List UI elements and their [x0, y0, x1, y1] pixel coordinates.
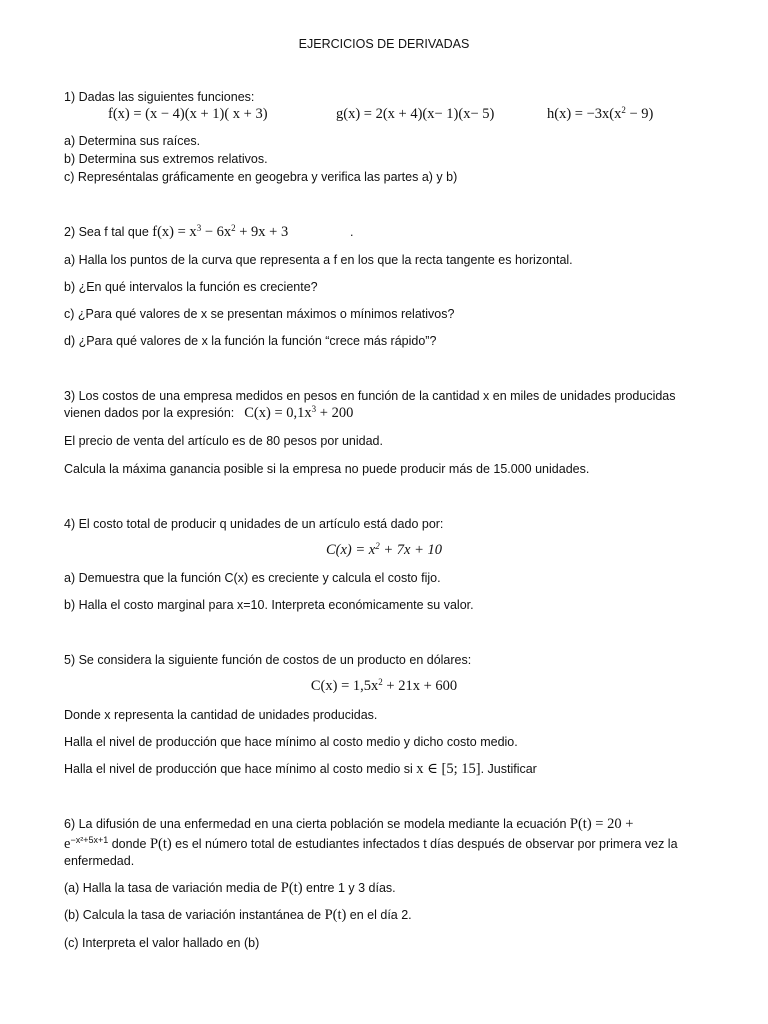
exercise-4-cost-function	[0, 542, 768, 558]
exercise-2-function	[152, 224, 288, 240]
exercise-1-part-a: a) Determina sus raíces.	[64, 134, 201, 148]
function-h-base: h(x) = −3x(x	[547, 106, 622, 122]
exercise-3-question: Calcula la máxima ganancia posible si la empresa no puede producir más de 15.000 unidades.	[64, 462, 590, 476]
exercise-6-exp-power: −x²+5x+1	[70, 835, 109, 845]
exercise-3-line-2	[64, 405, 353, 421]
exercise-2-function-a: f(x) = x	[152, 224, 197, 240]
function-h-exponent: 2	[621, 105, 626, 115]
exercise-3-line-2-text: vienen dados por la expresión:	[64, 406, 235, 420]
exercise-5-line-1: 5) Se considera la siguiente función de costos de un producto en dólares:	[64, 653, 472, 667]
exercise-6-line-1	[64, 816, 633, 832]
document-title: EJERCICIOS DE DERIVADAS	[298, 37, 470, 51]
exercise-4-part-a: a) Demuestra que la función C(x) es creciente y calcula el costo fijo.	[64, 571, 441, 585]
exercise-6-line-2	[64, 836, 678, 852]
exercise-2-part-c: c) ¿Para qué valores de x se presentan máximos o mínimos relativos?	[64, 307, 455, 321]
exercise-6-line-1-text: 6) La difusión de una enfermedad en una cierta población se modela mediante la ecuación	[64, 817, 570, 831]
exercise-1-part-b: b) Determina sus extremos relativos.	[64, 152, 268, 166]
exercise-5-question-2	[64, 761, 537, 777]
exercise-3-line-1: 3) Los costos de una empresa medidos en pesos en función de la cantidad x en miles de unidades producidas	[64, 389, 676, 403]
exercise-5-cost-function	[0, 678, 768, 694]
exercise-3-cost-function	[244, 405, 353, 421]
exercise-2-period: .	[350, 225, 354, 239]
exercise-3-cost-b: + 200	[316, 405, 354, 421]
function-h-tail: − 9)	[625, 106, 654, 122]
exercise-5-donde: Donde x representa la cantidad de unidades producidas.	[64, 708, 378, 722]
exercise-6-exp-base: e	[64, 836, 71, 852]
exercise-3-cost-a: C(x) = 0,1x	[244, 405, 312, 421]
exercise-2-lead: 2) Sea f tal que	[64, 225, 153, 239]
exercise-5-question-2-a: Halla el nivel de producción que hace mínimo al costo medio si	[64, 762, 417, 776]
exercise-6-part-c: (c) Interpreta el valor hallado en (b)	[64, 936, 260, 950]
exercise-6-part-b-math: P(t)	[324, 907, 347, 923]
exercise-2-part-b: b) ¿En qué intervalos la función es creciente?	[64, 280, 318, 294]
exercise-5-question-1: Halla el nivel de producción que hace mínimo al costo medio y dicho costo medio.	[64, 735, 518, 749]
exercise-2-function-c: + 9x + 3	[235, 224, 289, 240]
exercise-6-part-b	[64, 907, 412, 923]
exercise-2-part-d: d) ¿Para qué valores de x la función la función “crece más rápido”?	[64, 334, 437, 348]
exercise-6-part-a-math: P(t)	[280, 880, 303, 896]
exercise-6-part-b-tail: en el día 2.	[346, 908, 412, 922]
exercise-4-line-1: 4) El costo total de producir q unidades de un artículo está dado por:	[64, 517, 444, 531]
exercise-3-cost-exponent: 3	[311, 404, 317, 414]
function-g: g(x) = 2(x + 4)(x− 1)(x− 5)	[336, 106, 495, 122]
exercise-2-heading	[64, 224, 288, 240]
exercise-4-cost-exponent: 2	[375, 541, 380, 551]
exercise-2-exponent-2: 2	[231, 223, 236, 233]
function-h	[547, 106, 653, 122]
exercise-6-p-of-t: P(t)	[149, 836, 172, 852]
exercise-6-line-3: enfermedad.	[64, 854, 135, 868]
exercise-4-cost-b: + 7x + 10	[379, 542, 442, 558]
exercise-6-part-a	[64, 880, 396, 896]
exercise-5-question-2-b: . Justificar	[480, 762, 537, 776]
exercise-4-cost-a: C(x) = x	[325, 542, 376, 558]
exercise-3-price: El precio de venta del artículo es de 80 pesos por unidad.	[64, 434, 383, 448]
exercise-2-part-a: a) Halla los puntos de la curva que representa a f en los que la recta tangente es horizontal.	[64, 253, 573, 267]
exercise-6-donde: donde	[108, 837, 150, 851]
exercise-6-part-a-tail: entre 1 y 3 días.	[302, 881, 396, 895]
exercise-6-line-2-text: es el número total de estudiantes infectados t días después de observar por primera vez la	[171, 837, 678, 851]
exercise-5-interval: x ∈ [5; 15]	[416, 761, 481, 777]
exercise-2-function-b: − 6x	[201, 224, 232, 240]
exercise-1-part-c: c) Represéntalas gráficamente en geogebra y verifica las partes a) y b)	[64, 170, 458, 184]
function-f: f(x) = (x − 4)(x + 1)( x + 3)	[108, 106, 268, 122]
exercise-5-cost-exponent: 2	[378, 677, 383, 687]
exercise-6-part-a-text: (a) Halla la tasa de variación media de	[64, 881, 281, 895]
exercise-4-part-b: b) Halla el costo marginal para x=10. Interpreta económicamente su valor.	[64, 598, 474, 612]
exercise-2-exponent-1: 3	[196, 223, 202, 233]
exercise-6-part-b-text: (b) Calcula la tasa de variación instantánea de	[64, 908, 325, 922]
exercise-5-cost-a: C(x) = 1,5x	[310, 678, 379, 694]
exercise-1-heading: 1) Dadas las siguientes funciones:	[64, 90, 255, 104]
exercise-6-model-start: P(t) = 20 +	[569, 816, 634, 832]
exercise-5-cost-b: + 21x + 600	[382, 678, 458, 694]
